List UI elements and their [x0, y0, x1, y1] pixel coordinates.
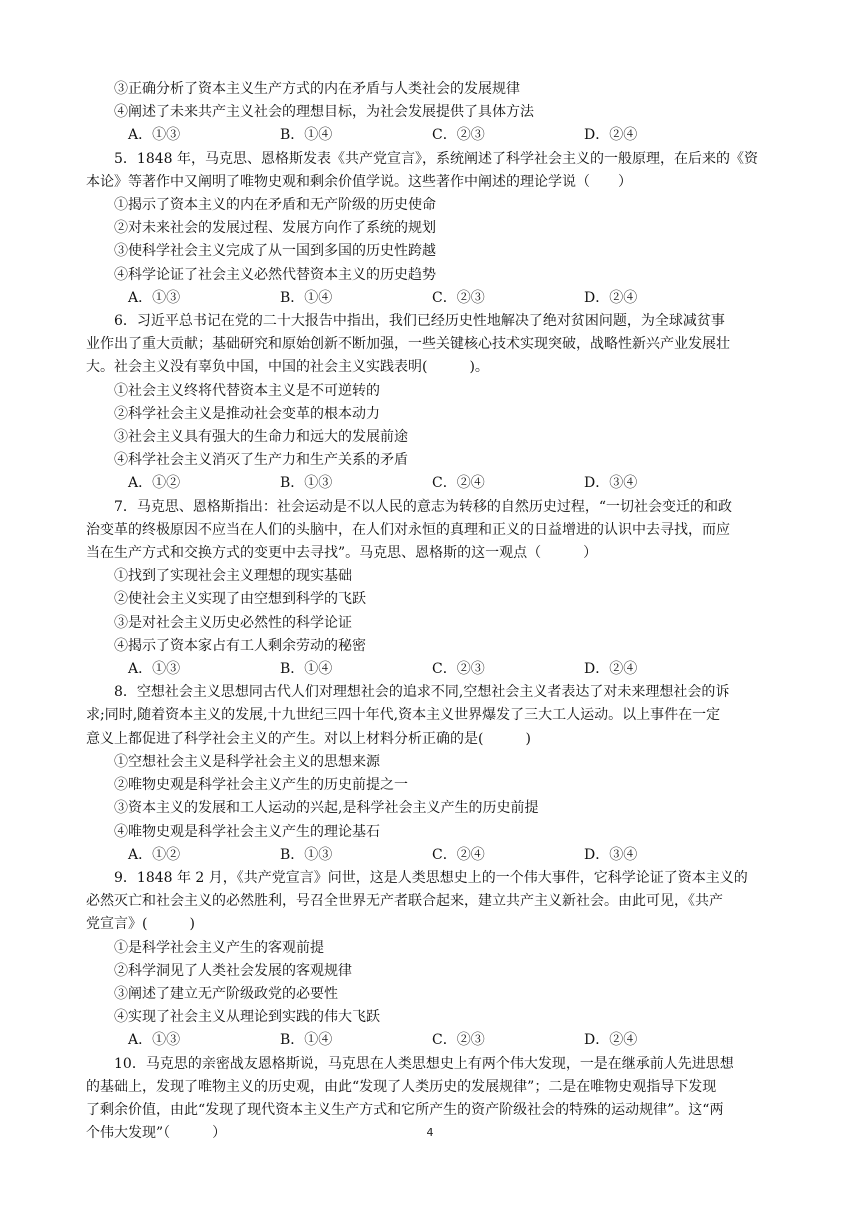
- choice-d: D．③④: [584, 475, 638, 492]
- choice-a: A．①③: [128, 661, 181, 678]
- question-stem: 大。社会主义没有辜负中国，中国的社会主义实践表明( )。: [86, 359, 489, 376]
- option-line: ②唯物史观是科学社会主义产生的历史前提之一: [114, 777, 408, 794]
- choice-c: C．②③: [432, 289, 485, 306]
- option-line: ④揭示了资本家占有工人剩余劳动的秘密: [114, 637, 366, 654]
- choice-b: B．①③: [280, 475, 333, 492]
- choice-d: D．②④: [584, 289, 638, 306]
- option-line: ②对未来社会的发展过程、发展方向作了系统的规划: [114, 220, 436, 237]
- answer-choices: [86, 1029, 776, 1052]
- question-stem: 6．习近平总书记在党的二十大报告中指出，我们已经历史性地解决了绝对贫困问题，为全球减贫事: [114, 313, 725, 330]
- question-stem: 8．空想社会主义思想同古代人们对理想社会的追求不同,空想社会主义者表达了对未来理想社会的诉: [114, 684, 730, 701]
- option-line: ③资本主义的发展和工人运动的兴起,是科学社会主义产生的历史前提: [114, 800, 539, 817]
- answer-choices: [86, 844, 776, 867]
- option-line: ④阐述了未来共产主义社会的理想目标，为社会发展提供了具体方法: [114, 104, 534, 121]
- question-stem: 党宣言》( ): [86, 916, 195, 933]
- question-stem: 7．马克思、恩格斯指出：社会运动是不以人民的意志为转移的自然历史过程，“一切社会变迁的和政: [114, 498, 733, 515]
- question-stem: 的基础上，发现了唯物主义的历史观，由此“发现了人类历史的发展规律”；二是在唯物史观指导下发现: [86, 1078, 717, 1095]
- option-line: ①找到了实现社会主义理想的现实基础: [114, 568, 352, 585]
- answer-choices: [86, 658, 776, 681]
- choice-a: A．①③: [128, 289, 181, 306]
- question-9: [86, 867, 776, 1053]
- option-line: ②使社会主义实现了由空想到科学的飞跃: [114, 591, 366, 608]
- choice-b: B．①④: [280, 289, 333, 306]
- answer-choices: [86, 124, 776, 147]
- choice-a: A．①②: [128, 846, 181, 863]
- question-7: [86, 496, 776, 682]
- question-stem: 了剩余价值，由此“发现了现代资本主义生产方式和它所产生的资产阶级社会的特殊的运动规律”。这“两: [86, 1101, 724, 1118]
- option-line: ④唯物史观是科学社会主义产生的理论基石: [114, 823, 380, 840]
- question-5: [86, 148, 776, 310]
- question-stem: 求;同时,随着资本主义的发展,十九世纪三四十年代,资本主义世界爆发了三大工人运动。以上事件在一定: [86, 707, 721, 724]
- choice-b: B．①③: [280, 846, 333, 863]
- choice-c: C．②③: [432, 1032, 485, 1049]
- page-content: [86, 78, 776, 1145]
- choice-b: B．①④: [280, 127, 333, 144]
- choice-b: B．①④: [280, 661, 333, 678]
- choice-a: A．①③: [128, 1032, 181, 1049]
- question-stem: 意义上都促进了科学社会主义的产生。对以上材料分析正确的是( ): [86, 730, 531, 747]
- choice-a: A．①②: [128, 475, 181, 492]
- option-line: ①是科学社会主义产生的客观前提: [114, 939, 324, 956]
- choice-d: D．②④: [584, 661, 638, 678]
- choice-d: D．②④: [584, 1032, 638, 1049]
- answer-choices: [86, 472, 776, 495]
- question-6: [86, 310, 776, 496]
- option-line: ①社会主义终将代替资本主义是不可逆转的: [114, 382, 380, 399]
- option-line: ②科学洞见了人类社会发展的客观规律: [114, 962, 352, 979]
- question-stem: 个伟大发现”（ ）: [86, 1125, 227, 1142]
- option-line: ①揭示了资本主义的内在矛盾和无产阶级的历史使命: [114, 197, 436, 214]
- question-stem: 必然灭亡和社会主义的必然胜利，号召全世界无产者联合起来，建立共产主义新社会。由此可见，《共产: [86, 893, 723, 910]
- option-line: ①空想社会主义是科学社会主义的思想来源: [114, 753, 380, 770]
- question-8: [86, 681, 776, 867]
- carryover-block: [86, 78, 776, 148]
- question-stem: 业作出了重大贡献；基础研究和原始创新不断加强，一些关键核心技术实现突破，战略性新兴产业发展壮: [86, 336, 730, 353]
- choice-d: D．②④: [584, 127, 638, 144]
- choice-c: C．②③: [432, 127, 485, 144]
- option-line: ③是对社会主义历史必然性的科学论证: [114, 614, 352, 631]
- option-line: ③使科学社会主义完成了从一国到多国的历史性跨越: [114, 243, 436, 260]
- question-stem: 10．马克思的亲密战友恩格斯说，马克思在人类思想史上有两个伟大发现，一是在继承前人先进思想: [114, 1055, 734, 1072]
- page-number: 4: [426, 1126, 434, 1139]
- option-line: ③正确分析了资本主义生产方式的内在矛盾与人类社会的发展规律: [114, 81, 520, 97]
- option-line: ④实现了社会主义从理论到实践的伟大飞跃: [114, 1009, 380, 1026]
- choice-c: C．②④: [432, 475, 485, 492]
- choice-b: B．①④: [280, 1032, 333, 1049]
- choice-c: C．②④: [432, 846, 485, 863]
- question-stem: 5．1848 年，马克思、恩格斯发表《共产党宣言》，系统阐述了科学社会主义的一般原理，在后来的《资: [114, 150, 758, 167]
- option-line: ④科学社会主义消灭了生产力和生产关系的矛盾: [114, 452, 408, 469]
- choice-a: A．①③: [128, 127, 181, 144]
- option-line: ③社会主义具有强大的生命力和远大的发展前途: [114, 429, 408, 446]
- question-stem: 当在生产方式和交换方式的变更中去寻找”。马克思、恩格斯的这一观点（ ）: [86, 545, 598, 562]
- question-stem: 本论》等著作中又阐明了唯物史观和剩余价值学说。这些著作中阐述的理论学说（ ）: [86, 173, 632, 190]
- option-line: ④科学论证了社会主义必然代替资本主义的历史趋势: [114, 266, 436, 283]
- choice-c: C．②③: [432, 661, 485, 678]
- answer-choices: [86, 287, 776, 310]
- question-stem: 治变革的终极原因不应当在人们的头脑中，在人们对永恒的真理和正义的日益增进的认识中去寻找，而应: [86, 521, 730, 538]
- option-line: ③阐述了建立无产阶级政党的必要性: [114, 985, 338, 1002]
- question-stem: 9．1848 年 2 月，《共产党宣言》问世，这是人类思想史上的一个伟大事件，它科学论证了资本主义的: [114, 869, 748, 886]
- choice-d: D．③④: [584, 846, 638, 863]
- option-line: ②科学社会主义是推动社会变革的根本动力: [114, 405, 380, 422]
